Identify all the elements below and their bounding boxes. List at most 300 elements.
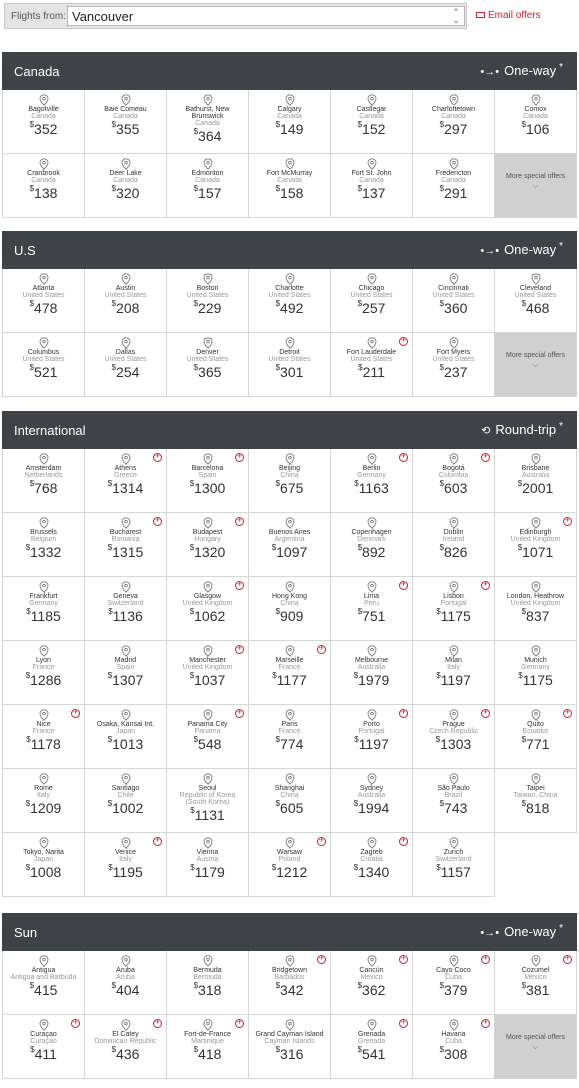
partner-airline-icon: ✈ bbox=[400, 710, 407, 716]
destination-card[interactable] bbox=[413, 951, 495, 1015]
destination-card[interactable] bbox=[249, 513, 331, 577]
map-pin-icon bbox=[285, 93, 295, 105]
destination-card[interactable] bbox=[249, 269, 331, 333]
map-pin-icon bbox=[39, 516, 49, 528]
price-value: 1979 bbox=[358, 672, 390, 688]
destination-city: Madrid bbox=[114, 657, 137, 664]
destination-card[interactable] bbox=[331, 1015, 413, 1079]
destination-country: Portugal bbox=[358, 728, 385, 735]
price-value: 355 bbox=[116, 121, 140, 137]
destination-country: Barbados bbox=[274, 974, 305, 981]
map-pin-icon bbox=[39, 836, 49, 848]
destination-card[interactable] bbox=[495, 951, 577, 1015]
destination-city: Columbus bbox=[27, 349, 60, 356]
price-value: 1071 bbox=[522, 544, 554, 560]
destination-card[interactable] bbox=[495, 705, 577, 769]
destination-card[interactable] bbox=[85, 90, 167, 154]
destination-country: Canada bbox=[359, 177, 384, 184]
destination-card[interactable] bbox=[167, 154, 249, 218]
destination-card[interactable] bbox=[331, 641, 413, 705]
destination-price bbox=[167, 672, 248, 688]
destination-card[interactable] bbox=[331, 513, 413, 577]
destination-country: Australia bbox=[357, 792, 386, 799]
destination-card[interactable] bbox=[167, 1015, 249, 1079]
partner-airline-icon: ✈ bbox=[236, 454, 243, 460]
destination-card[interactable] bbox=[167, 513, 249, 577]
origin-select[interactable] bbox=[67, 6, 465, 26]
destination-card[interactable] bbox=[3, 577, 85, 641]
destination-country: France bbox=[278, 728, 301, 735]
destination-card[interactable] bbox=[495, 269, 577, 333]
destination-price bbox=[249, 608, 330, 624]
price-value: 1286 bbox=[30, 672, 62, 688]
destination-city: Paris bbox=[281, 721, 298, 728]
destination-card[interactable] bbox=[331, 951, 413, 1015]
destination-card[interactable] bbox=[167, 769, 249, 833]
destination-card[interactable] bbox=[413, 833, 495, 897]
destination-country: Hungary bbox=[194, 536, 221, 543]
destination-city: Warsaw bbox=[276, 849, 303, 856]
currency-symbol: $ bbox=[271, 863, 277, 872]
destination-grid bbox=[2, 269, 577, 397]
currency-symbol: $ bbox=[357, 1045, 363, 1054]
map-pin-icon bbox=[39, 1018, 49, 1030]
map-pin-icon bbox=[531, 452, 541, 464]
email-offers-link[interactable] bbox=[476, 10, 541, 21]
destination-city: Amsterdam bbox=[25, 465, 62, 472]
destination-price bbox=[85, 982, 166, 998]
price-value: 1175 bbox=[522, 672, 553, 688]
map-pin-icon bbox=[285, 157, 295, 169]
currency-symbol: $ bbox=[111, 120, 117, 129]
trip-type-toggle[interactable] bbox=[480, 63, 563, 78]
destination-card[interactable] bbox=[3, 513, 85, 577]
destination-country: Bermuda bbox=[193, 974, 222, 981]
currency-symbol: $ bbox=[29, 479, 35, 488]
currency-symbol: $ bbox=[275, 981, 281, 990]
destination-country: United Kingdom bbox=[510, 600, 561, 607]
destination-card[interactable] bbox=[249, 833, 331, 897]
destination-price bbox=[167, 608, 248, 624]
destination-country: Spain bbox=[198, 472, 217, 479]
destination-card[interactable] bbox=[85, 1015, 167, 1079]
currency-symbol: $ bbox=[190, 863, 195, 872]
price-value: 257 bbox=[362, 300, 386, 316]
destination-price bbox=[3, 982, 84, 998]
destination-city: Fort-de-France bbox=[184, 1031, 231, 1038]
destination-city: Fort St. John bbox=[351, 170, 392, 177]
section-title: International bbox=[14, 423, 86, 438]
destination-country: Curaçao bbox=[30, 1038, 57, 1045]
partner-airline-icon: ✈ bbox=[482, 454, 489, 460]
partner-airline-icon: ✈ bbox=[154, 1020, 161, 1026]
price-value: 254 bbox=[116, 364, 140, 380]
destination-country: United Kingdom bbox=[182, 664, 233, 671]
destination-country: Republic of Korea (South Korea) bbox=[179, 792, 236, 806]
destination-card[interactable] bbox=[249, 333, 331, 397]
trip-type-label: Round-trip bbox=[495, 422, 557, 437]
destination-city: São Paulo bbox=[437, 785, 470, 792]
destination-city: Panama City bbox=[187, 721, 228, 728]
map-pin-icon bbox=[531, 580, 541, 592]
destination-card[interactable] bbox=[331, 269, 413, 333]
price-value: 1131 bbox=[194, 807, 225, 823]
currency-symbol: $ bbox=[29, 299, 35, 308]
map-pin-icon bbox=[39, 272, 49, 284]
destination-city: Tokyo, Narita bbox=[23, 849, 64, 856]
destination-card[interactable] bbox=[249, 705, 331, 769]
destination-card[interactable] bbox=[495, 577, 577, 641]
destination-card[interactable] bbox=[495, 449, 577, 513]
destination-city: Vienna bbox=[196, 849, 219, 856]
price-value: 1177 bbox=[276, 672, 307, 688]
trip-type-toggle[interactable] bbox=[480, 924, 563, 939]
currency-symbol: $ bbox=[275, 184, 281, 193]
destination-city: Deer Lake bbox=[109, 170, 142, 177]
price-value: 342 bbox=[280, 982, 304, 998]
price-value: 1008 bbox=[30, 864, 62, 880]
price-value: 548 bbox=[198, 736, 222, 752]
map-pin-icon bbox=[285, 1018, 295, 1030]
destination-card[interactable] bbox=[167, 90, 249, 154]
destination-card[interactable] bbox=[3, 769, 85, 833]
destination-city: Antigua bbox=[31, 967, 56, 974]
destination-grid bbox=[2, 951, 577, 1079]
destination-card[interactable] bbox=[413, 641, 495, 705]
destination-card[interactable] bbox=[249, 1015, 331, 1079]
destination-card[interactable] bbox=[85, 641, 167, 705]
destination-price bbox=[85, 300, 166, 316]
destination-country: Canada bbox=[113, 177, 138, 184]
destination-city: Bagotville bbox=[28, 106, 59, 113]
price-value: 137 bbox=[362, 185, 386, 201]
destination-card[interactable] bbox=[3, 705, 85, 769]
destination-price bbox=[413, 736, 494, 752]
section-sun bbox=[2, 913, 577, 1079]
price-value: 1163 bbox=[358, 480, 389, 496]
destination-country: Canada bbox=[441, 113, 466, 120]
destination-country: Canada bbox=[113, 113, 138, 120]
currency-symbol: $ bbox=[357, 607, 363, 616]
price-value: 1179 bbox=[194, 864, 225, 880]
price-value: 1037 bbox=[194, 672, 226, 688]
destination-price bbox=[495, 982, 576, 998]
destination-city: Calgary bbox=[277, 106, 302, 113]
currency-symbol: $ bbox=[107, 543, 113, 552]
destination-country: Colombia bbox=[438, 472, 469, 479]
destination-card[interactable] bbox=[167, 641, 249, 705]
destination-card[interactable] bbox=[85, 154, 167, 218]
destination-price bbox=[413, 300, 494, 316]
destination-card[interactable] bbox=[85, 577, 167, 641]
destination-price bbox=[413, 672, 494, 688]
map-pin-icon bbox=[39, 644, 49, 656]
partner-airline-icon: ✈ bbox=[564, 956, 571, 962]
price-value: 1314 bbox=[112, 480, 144, 496]
price-value: 1340 bbox=[358, 864, 390, 880]
destination-card[interactable] bbox=[85, 269, 167, 333]
currency-symbol: $ bbox=[357, 299, 363, 308]
destination-country: Japan bbox=[33, 856, 54, 863]
destination-country: Aruba bbox=[116, 974, 135, 981]
destination-card[interactable] bbox=[249, 769, 331, 833]
price-value: 1002 bbox=[112, 800, 144, 816]
price-value: 360 bbox=[444, 300, 468, 316]
destination-price bbox=[249, 1046, 330, 1062]
destination-city: Brisbane bbox=[521, 465, 550, 472]
destination-city: Osaka, Kansai Int. bbox=[96, 721, 155, 728]
destination-price bbox=[331, 480, 412, 496]
currency-symbol: $ bbox=[275, 799, 281, 808]
destination-price bbox=[167, 544, 248, 560]
destination-country: France bbox=[32, 664, 55, 671]
destination-country: Canada bbox=[277, 113, 302, 120]
price-value: 211 bbox=[362, 364, 385, 380]
destination-city: Chicago bbox=[358, 285, 385, 292]
destination-city: Rome bbox=[34, 785, 53, 792]
currency-symbol: $ bbox=[275, 1045, 281, 1054]
destination-card[interactable] bbox=[167, 705, 249, 769]
price-value: 1197 bbox=[440, 672, 471, 688]
destination-price bbox=[495, 300, 576, 316]
one-way-icon: •→• bbox=[480, 927, 500, 939]
asterisk-note: * bbox=[559, 923, 563, 934]
flights-from-label: Flights from: bbox=[11, 11, 67, 22]
more-special-offers-button[interactable] bbox=[495, 333, 577, 397]
destination-card[interactable] bbox=[85, 833, 167, 897]
map-pin-icon bbox=[203, 954, 213, 966]
partner-airline-icon: ✈ bbox=[72, 1020, 79, 1026]
destination-city: Lisbon bbox=[443, 593, 464, 600]
destination-card[interactable] bbox=[167, 833, 249, 897]
trip-type-toggle[interactable] bbox=[480, 242, 563, 257]
destination-city: Shanghai bbox=[274, 785, 305, 792]
destination-country: China bbox=[280, 472, 299, 479]
destination-card[interactable] bbox=[85, 705, 167, 769]
destination-grid bbox=[2, 90, 577, 218]
map-pin-icon bbox=[121, 954, 131, 966]
map-pin-icon bbox=[121, 516, 131, 528]
destination-price bbox=[3, 672, 84, 688]
destination-country: Austria bbox=[196, 856, 219, 863]
more-special-offers-label: More special offers bbox=[505, 352, 565, 359]
destination-card[interactable] bbox=[249, 154, 331, 218]
origin-value: Vancouver bbox=[72, 9, 134, 24]
destination-country: United States bbox=[432, 292, 475, 299]
destination-card[interactable] bbox=[3, 1015, 85, 1079]
map-pin-icon bbox=[203, 516, 213, 528]
currency-symbol: $ bbox=[29, 981, 35, 990]
map-pin-icon bbox=[121, 1018, 131, 1030]
price-value: 492 bbox=[280, 300, 304, 316]
destination-country: Cuba bbox=[445, 1038, 462, 1045]
destination-card[interactable] bbox=[85, 513, 167, 577]
destination-country: Denmark bbox=[357, 536, 386, 543]
map-pin-icon bbox=[203, 452, 213, 464]
map-pin-icon bbox=[367, 954, 377, 966]
partner-airline-icon: ✈ bbox=[154, 454, 161, 460]
currency-symbol: $ bbox=[111, 1045, 117, 1054]
destination-card[interactable] bbox=[331, 769, 413, 833]
destination-city: Fort Lauderdale bbox=[346, 349, 397, 356]
destination-grid bbox=[2, 449, 577, 897]
currency-symbol: $ bbox=[275, 120, 281, 129]
destination-card[interactable] bbox=[413, 333, 495, 397]
destination-card[interactable] bbox=[413, 769, 495, 833]
destination-country: Ireland bbox=[442, 536, 465, 543]
destination-card[interactable] bbox=[85, 951, 167, 1015]
destination-card[interactable] bbox=[167, 951, 249, 1015]
destination-card[interactable] bbox=[413, 90, 495, 154]
price-value: 1178 bbox=[30, 736, 61, 752]
map-pin-icon bbox=[531, 772, 541, 784]
destination-card[interactable] bbox=[413, 449, 495, 513]
destination-card[interactable] bbox=[85, 449, 167, 513]
destination-card[interactable] bbox=[167, 577, 249, 641]
destination-card[interactable] bbox=[331, 705, 413, 769]
currency-symbol: $ bbox=[439, 184, 445, 193]
asterisk-note: * bbox=[559, 62, 563, 73]
trip-type-label: One-way bbox=[504, 242, 557, 257]
destination-card[interactable] bbox=[167, 269, 249, 333]
destination-country: United States bbox=[186, 356, 229, 363]
destination-card[interactable] bbox=[85, 769, 167, 833]
price-value: 771 bbox=[526, 736, 550, 752]
destination-card[interactable] bbox=[3, 641, 85, 705]
price-value: 743 bbox=[444, 800, 468, 816]
destination-card[interactable] bbox=[249, 641, 331, 705]
destination-price bbox=[85, 864, 166, 880]
map-pin-icon bbox=[367, 157, 377, 169]
destination-price bbox=[3, 800, 84, 816]
destination-price bbox=[85, 672, 166, 688]
currency-symbol: $ bbox=[108, 607, 113, 616]
destination-card[interactable] bbox=[413, 269, 495, 333]
destination-card[interactable] bbox=[167, 449, 249, 513]
destination-city: Boston bbox=[196, 285, 219, 292]
destination-country: France bbox=[32, 728, 55, 735]
destination-card[interactable] bbox=[167, 333, 249, 397]
destination-country: Poland bbox=[278, 856, 301, 863]
destination-card[interactable] bbox=[495, 769, 577, 833]
destination-card[interactable] bbox=[495, 90, 577, 154]
destination-country: United States bbox=[350, 356, 393, 363]
asterisk-note: * bbox=[559, 241, 563, 252]
price-value: 436 bbox=[116, 1046, 140, 1062]
destination-card[interactable] bbox=[331, 90, 413, 154]
destination-card[interactable] bbox=[85, 333, 167, 397]
map-pin-icon bbox=[285, 516, 295, 528]
destination-card[interactable] bbox=[249, 449, 331, 513]
destination-card[interactable] bbox=[495, 513, 577, 577]
destination-card[interactable] bbox=[413, 513, 495, 577]
destination-card[interactable] bbox=[3, 951, 85, 1015]
destination-card[interactable] bbox=[331, 833, 413, 897]
destination-card[interactable] bbox=[249, 951, 331, 1015]
currency-symbol: $ bbox=[439, 120, 445, 129]
currency-symbol: $ bbox=[521, 981, 527, 990]
destination-city: Brussels bbox=[30, 529, 57, 536]
destination-city: Zagreb bbox=[360, 849, 383, 856]
destination-country: United Kingdom bbox=[182, 600, 233, 607]
section-header bbox=[2, 231, 577, 269]
destination-city: London, Heathrow bbox=[506, 593, 565, 600]
destination-city: Cranbrook bbox=[27, 170, 60, 177]
destination-price bbox=[249, 982, 330, 998]
destination-card[interactable] bbox=[249, 577, 331, 641]
more-special-offers-button[interactable] bbox=[495, 1015, 577, 1079]
destination-country: United States bbox=[22, 292, 65, 299]
partner-airline-icon: ✈ bbox=[154, 838, 161, 844]
price-value: 768 bbox=[34, 480, 58, 496]
currency-symbol: $ bbox=[517, 479, 523, 488]
currency-symbol: $ bbox=[108, 863, 113, 872]
destination-price bbox=[3, 1046, 84, 1062]
currency-symbol: $ bbox=[193, 1045, 199, 1054]
destination-country: Canada bbox=[277, 177, 302, 184]
chevron-down-icon: ⌵ bbox=[532, 181, 539, 190]
map-pin-icon bbox=[121, 336, 131, 348]
destination-city: Cancún bbox=[359, 967, 384, 974]
currency-symbol: $ bbox=[193, 363, 199, 372]
currency-symbol: $ bbox=[107, 671, 113, 680]
trip-type-toggle[interactable] bbox=[481, 422, 563, 437]
destination-city: Havana bbox=[441, 1031, 466, 1038]
destination-card[interactable] bbox=[413, 1015, 495, 1079]
destination-card[interactable] bbox=[3, 833, 85, 897]
destination-card[interactable] bbox=[331, 333, 413, 397]
chevron-down-icon: ⌵ bbox=[532, 360, 539, 369]
destination-price bbox=[331, 982, 412, 998]
destination-card[interactable] bbox=[3, 269, 85, 333]
destination-card[interactable] bbox=[331, 577, 413, 641]
price-value: 1994 bbox=[358, 800, 390, 816]
destination-card[interactable] bbox=[495, 641, 577, 705]
destination-card[interactable] bbox=[249, 90, 331, 154]
more-special-offers-button[interactable] bbox=[495, 154, 577, 218]
map-pin-icon bbox=[367, 452, 377, 464]
section-canada bbox=[2, 52, 577, 218]
destination-country: Dominican Republic bbox=[94, 1038, 157, 1045]
map-pin-icon bbox=[531, 954, 541, 966]
destination-card[interactable] bbox=[3, 154, 85, 218]
map-pin-icon bbox=[367, 708, 377, 720]
destination-price bbox=[85, 185, 166, 201]
destination-country: Canada bbox=[359, 113, 384, 120]
destination-country: Romania bbox=[111, 536, 140, 543]
destination-country: Chile bbox=[117, 792, 134, 799]
destination-card[interactable] bbox=[3, 90, 85, 154]
trip-type-label: One-way bbox=[504, 63, 557, 78]
destination-card[interactable] bbox=[413, 705, 495, 769]
map-pin-icon bbox=[531, 516, 541, 528]
destination-city: El Catey bbox=[112, 1031, 139, 1038]
destination-card[interactable] bbox=[331, 154, 413, 218]
destination-card[interactable] bbox=[3, 449, 85, 513]
destination-price bbox=[413, 864, 494, 880]
currency-symbol: $ bbox=[439, 479, 445, 488]
destination-country: United Kingdom bbox=[510, 536, 561, 543]
destination-card[interactable] bbox=[3, 333, 85, 397]
destination-card[interactable] bbox=[331, 449, 413, 513]
destination-city: Glasgow bbox=[193, 593, 222, 600]
destination-card[interactable] bbox=[413, 154, 495, 218]
destination-city: Edinburgh bbox=[519, 529, 552, 536]
currency-symbol: $ bbox=[275, 607, 281, 616]
destination-city: Atlanta bbox=[32, 285, 55, 292]
destination-country: Canada bbox=[523, 113, 548, 120]
destination-card[interactable] bbox=[413, 577, 495, 641]
